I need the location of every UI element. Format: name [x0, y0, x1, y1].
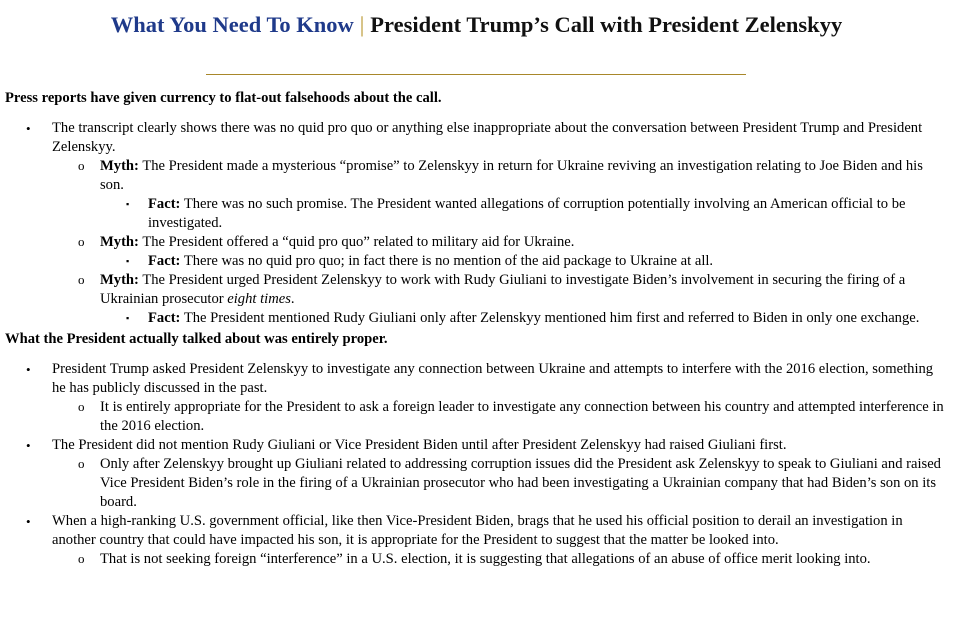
myth-label: Myth:	[100, 158, 139, 174]
circle-marker: o	[78, 399, 85, 414]
circle-marker: o	[78, 456, 85, 471]
myth-item	[5, 157, 949, 195]
sub-item-text: That is not seeking foreign “interference” in a U.S. election, it is suggesting that allegations of an abuse of office merit looking into.	[100, 551, 871, 567]
bullet-marker: •	[26, 438, 31, 453]
square-marker: ▪	[126, 313, 130, 323]
list-item	[5, 512, 949, 550]
title-divider	[206, 74, 746, 75]
title-left: What You Need To Know	[110, 12, 354, 37]
fact-text: The President mentioned Rudy Giuliani only after Zelenskyy mentioned him first and referred to Biden in only one exchange.	[183, 310, 920, 326]
title-separator: |	[359, 12, 365, 37]
title-right: President Trump’s Call with President Zelenskyy	[370, 12, 843, 37]
section1-heading: Press reports have given currency to flat-out falsehoods about the call.	[5, 90, 442, 106]
bullet-marker: •	[26, 362, 31, 377]
fact-label: Fact:	[148, 253, 181, 269]
fact-item	[5, 252, 949, 271]
document-body	[5, 89, 949, 569]
fact-text: There was no quid pro quo; in fact there is no mention of the aid package to Ukraine at all.	[183, 253, 714, 269]
list-item-text: The President did not mention Rudy Giuliani or Vice President Biden until after President Zelenskyy had raised Giuliani first.	[52, 437, 787, 453]
myth-text-end: .	[290, 291, 295, 307]
section1-list	[5, 119, 949, 328]
circle-marker: o	[78, 551, 85, 566]
myth-label: Myth:	[100, 272, 139, 288]
list-item	[5, 360, 949, 398]
square-marker: ▪	[126, 199, 130, 209]
sub-item	[5, 550, 949, 569]
myth-item	[5, 271, 949, 309]
myth-text: The President offered a “quid pro quo” related to military aid for Ukraine.	[142, 234, 575, 250]
fact-label: Fact:	[148, 310, 181, 326]
myth-item	[5, 233, 949, 252]
fact-item	[5, 195, 949, 233]
sub-item	[5, 455, 949, 512]
sub-item	[5, 398, 949, 436]
list-item-text: President Trump asked President Zelenskyy to investigate any connection between Ukraine and attempts to interfere with the 2016 election, something he has publicly discussed in the past.	[52, 361, 934, 396]
list-item-text: The transcript clearly shows there was no quid pro quo or anything else inappropriate about the conversation between President Trump and President Zelenskyy.	[52, 120, 923, 155]
circle-marker: o	[78, 234, 85, 249]
sub-item-text: Only after Zelenskyy brought up Giuliani related to addressing corruption issues did the President ask Zelenskyy to speak to Giuliani and raised Vice President Biden’s role in the firing of a Ukrainian prosecutor who had been investigating a Ukrainian company that had Biden’s son on its board.	[100, 456, 941, 510]
myth-text: The President made a mysterious “promise” to Zelenskyy in return for Ukraine reviving an investigation relating to Joe Biden and his son.	[100, 158, 923, 193]
myth-text: The President urged President Zelenskyy to work with Rudy Giuliani to investigate Biden’s involvement in securing the firing of a Ukrainian prosecutor	[100, 272, 906, 307]
bullet-marker: •	[26, 121, 31, 136]
circle-marker: o	[78, 158, 85, 173]
section2-list	[5, 360, 949, 569]
square-marker: ▪	[126, 256, 130, 266]
list-item	[5, 119, 949, 157]
sub-item-text: It is entirely appropriate for the President to ask a foreign leader to investigate any connection between his country and attempted interference in the 2016 election.	[100, 399, 944, 434]
myth-emphasis: eight times	[227, 291, 291, 307]
fact-text: There was no such promise. The President wanted allegations of corruption potentially involving an American official to be investigated.	[148, 196, 906, 231]
bullet-marker: •	[26, 514, 31, 529]
myth-label: Myth:	[100, 234, 139, 250]
fact-item	[5, 309, 949, 328]
fact-label: Fact:	[148, 196, 181, 212]
document-title	[0, 10, 953, 40]
list-item-text: When a high-ranking U.S. government official, like then Vice-President Biden, brags that he used his official position to derail an investigation in another country that could have impacted his son, it is appropriate for the President to suggest that the matter be looked into.	[52, 513, 903, 548]
list-item	[5, 436, 949, 455]
circle-marker: o	[78, 272, 85, 287]
section2-heading: What the President actually talked about was entirely proper.	[5, 331, 388, 347]
